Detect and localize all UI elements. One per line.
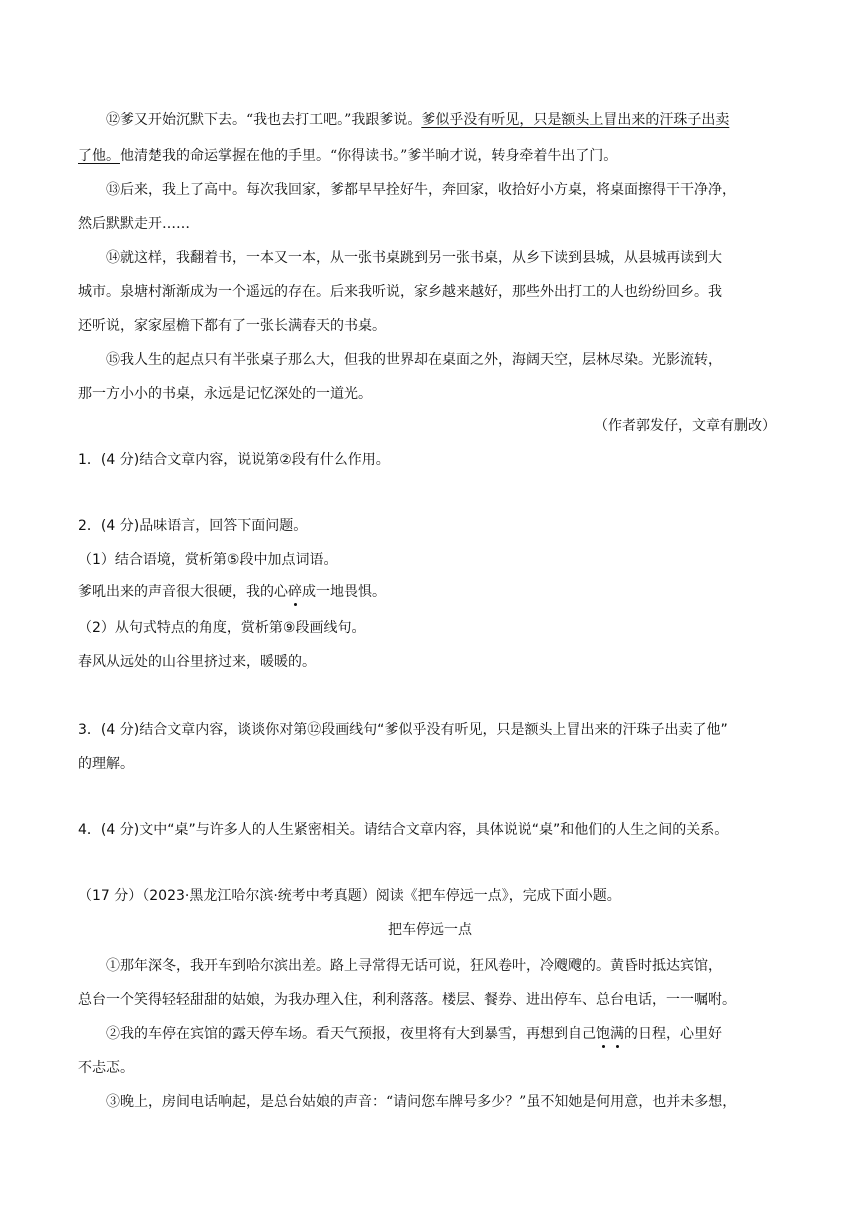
dotted-word: 满 — [610, 1026, 624, 1042]
question-3-line-1: 3．(4 分)结合文章内容，谈谈你对第⑫段画线句“爹似乎没有听见，只是额头上冒出来的汗珠子出卖了他” — [78, 722, 728, 738]
passage-2-paragraph-2-line-2: 不忐忑。 — [78, 1060, 134, 1076]
paragraph-12-line-1 — [106, 110, 729, 130]
passage-2-title: 把车停远一点 — [388, 922, 472, 938]
question-2-part-2-quote: 春风从远处的山谷里挤过来，暖暖的。 — [78, 654, 316, 670]
underlined-sentence-end: 了他。 — [78, 148, 120, 164]
paragraph-12-text-end: 他清楚我的命运掌握在他的手里。“你得读书。”爹半晌才说，转身牵着牛出了门。 — [120, 148, 618, 164]
question-3-line-2: 的理解。 — [78, 756, 134, 772]
paragraph-14-line-3: 还听说，家家屋檐下都有了一张长满春天的书桌。 — [78, 318, 386, 334]
passage-2-paragraph-2-line-1 — [106, 1024, 722, 1044]
paragraph-2-text: ②我的车停在宾馆的露天停车场。看天气预报，夜里将有大到暴雪，再想到自己 — [106, 1026, 596, 1042]
question-4: 4．(4 分)文中“桌”与许多人的人生紧密相关。请结合文章内容，具体说说“桌”和他们的人生之间的关系。 — [78, 822, 729, 838]
paragraph-14-line-2: 城市。泉塘村渐渐成为一个遥远的存在。后来我听说，家乡越来越好，那些外出打工的人也纷纷回乡。我 — [78, 284, 722, 300]
question-1: 1．(4 分)结合文章内容，说说第②段有什么作用。 — [78, 452, 390, 468]
paragraph-15-line-2: 那一方小小的书桌，永远是记忆深处的一道光。 — [78, 386, 372, 402]
quote-text: 爹吼出来的声音很大很硬，我的心 — [78, 584, 288, 600]
paragraph-14-line-1: ⑭就这样，我翻着书，一本又一本，从一张书桌跳到另一张书桌，从乡下读到县城，从县城再读到大 — [106, 250, 722, 266]
paragraph-2-text-end: 的日程，心里好 — [624, 1026, 722, 1042]
question-2-part-1-quote — [78, 582, 386, 602]
passage-2-paragraph-1-line-1: ①那年深冬，我开车到哈尔滨出差。路上寻常得无话可说，狂风卷叶，冷飕飕的。黄昏时抵达宾馆， — [106, 958, 722, 974]
paragraph-15-line-1: ⑮我人生的起点只有半张桌子那么大，但我的世界却在桌面之外，海阔天空，层林尽染。光影流转， — [106, 352, 722, 368]
dotted-word: 碎 — [288, 584, 302, 600]
question-2-part-2: （2）从句式特点的角度，赏析第⑨段画线句。 — [78, 620, 366, 636]
paragraph-13-line-1: ⑬后来，我上了高中。每次我回家，爹都早早拴好牛，奔回家，收拾好小方桌，将桌面擦得干干净净， — [106, 182, 736, 198]
dotted-word: 饱 — [596, 1026, 610, 1042]
underlined-sentence: 爹似乎没有听见，只是额头上冒出来的汗珠子出卖 — [421, 112, 730, 128]
passage-2-intro: （17 分）（2023·黑龙江哈尔滨·统考中考真题）阅读《把车停远一点》，完成下面小题。 — [78, 888, 621, 904]
question-2-part-1: （1）结合语境，赏析第⑤段中加点词语。 — [78, 552, 338, 568]
paragraph-13-line-2: 然后默默走开…… — [78, 216, 190, 232]
quote-text-end: 成一地畏惧。 — [302, 584, 386, 600]
passage-2-paragraph-1-line-2: 总台一个笑得轻轻甜甜的姑娘，为我办理入住，利利落落。楼层、餐券、进出停车、总台电话，一一嘱咐。 — [78, 992, 736, 1008]
passage-2-paragraph-3-line-1: ③晚上，房间电话响起，是总台姑娘的声音：“请问您车牌号多少？”虽不知她是何用意，也并未多想， — [106, 1094, 737, 1110]
author-source: （作者郭发仔，文章有删改） — [594, 418, 776, 434]
paragraph-12-text: ⑫爹又开始沉默下去。“我也去打工吧。”我跟爹说。 — [106, 112, 422, 128]
question-2: 2．(4 分)品味语言，回答下面问题。 — [78, 518, 308, 534]
paragraph-12-line-2 — [78, 146, 617, 166]
